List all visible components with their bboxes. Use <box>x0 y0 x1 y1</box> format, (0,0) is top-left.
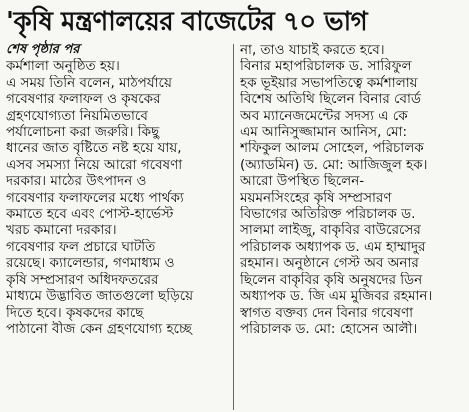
column-divider <box>233 44 234 410</box>
article-line: কর্মশালা অনুষ্ঠিত হয়। <box>6 58 120 75</box>
right-column <box>240 42 462 337</box>
article-line: এ সময় তিনি বলেন, মাঠপর্যায়ে <box>6 74 172 91</box>
article-line: স্বাগত বক্তব্য দেন বিনার গবেষণা <box>240 304 414 321</box>
article-line: বিশেষ অতিথি ছিলেন বিনার বোর্ড <box>240 91 421 108</box>
article-line: এম আনিসুজ্জামান আনিস, মো: <box>240 124 408 141</box>
article-line: দিতে হবে। কৃষকদের কাছে <box>6 304 144 321</box>
article-line: দরকার। মাঠের উৎপাদন ও <box>6 173 147 190</box>
article-line: সালমা লাইজু, বাকৃবির বাউরেসের <box>240 222 421 239</box>
article-line: অব ম্যানেজমেন্টের সদস্য এ কে <box>240 107 408 124</box>
headline: 'কৃষি মন্ত্রণালয়ের বাজেটের ৭০ ভাগ <box>6 7 368 37</box>
article-line: বিভাগের অতিরিক্ত পরিচালক ড. <box>240 206 416 223</box>
article-line: ছিলেন বাকৃবির কৃষি অনুষদের ডিন <box>240 271 423 288</box>
article-line: কৃষি সম্প্রসারণ অধিদফতরের <box>6 271 159 288</box>
article-line: গবেষণার ফলাফলের মধ্যে পার্থক্য <box>6 189 184 206</box>
article-line: গবেষণার ফলাফল ও কৃষকের <box>6 91 161 108</box>
article-line: আরো উপস্থিত ছিলেন- <box>240 173 365 190</box>
article-line: অধ্যাপক ড. জি এম মুজিবর রহমান। <box>240 288 433 305</box>
article-line: পরিচালক ড. মো: হোসেন আলী। <box>240 320 418 337</box>
article-line: পরিচালক অধ্যাপক ড. এম হাম্মাদুর <box>240 238 426 255</box>
article-line: খরচ কমানো দরকার। <box>6 222 117 239</box>
article-line: রহমান। অনুষ্ঠানে গেস্ট অব অনার <box>240 255 419 272</box>
article-line: শফিকুল আলম সোহেল, পরিচালক <box>240 140 424 157</box>
article-line: পাঠানো বীজ কেন গ্রহণযোগ্য হচ্ছে <box>6 320 192 337</box>
article-line: হক ভূইয়ার সভাপতিত্বে কর্মশালায় <box>240 74 418 91</box>
continued-from-label: শেষ পৃষ্ঠার পর <box>6 42 80 57</box>
article-line: রয়েছে। ক্যালেন্ডার, গণমাধ্যম ও <box>6 255 175 272</box>
article-line: গ্রহণযোগ্যতা নিয়মিতভাবে <box>6 107 148 124</box>
article-line: পর্যালোচনা করা জরুরি। কিছু <box>6 124 160 141</box>
left-column <box>6 42 228 337</box>
article-line: গবেষণার ফল প্রচারে ঘাটতি <box>6 238 156 255</box>
article-line: (অ্যাডমিন) ড. মো: আজিজুল হক। <box>240 156 428 173</box>
article-line: কমাতে হবে এবং পোস্ট-হার্ভেস্ট <box>6 206 174 223</box>
article-line: এসব সমস্যা নিয়ে আরো গবেষণা <box>6 156 183 173</box>
article-line: ময়মনসিংহের কৃষি সম্প্রসারণ <box>240 189 392 206</box>
article-line: মাধ্যমে উদ্ভাবিত জাতগুলো ছড়িয়ে <box>6 288 194 305</box>
article-line: বিনার মহাপরিচালক ড. সারিফুল <box>240 58 412 75</box>
article-line: না, তাও যাচাই করতে হবে। <box>240 42 385 58</box>
article-line: ধানের জাত বৃষ্টিতে নষ্ট হয়ে যায়, <box>6 140 182 157</box>
